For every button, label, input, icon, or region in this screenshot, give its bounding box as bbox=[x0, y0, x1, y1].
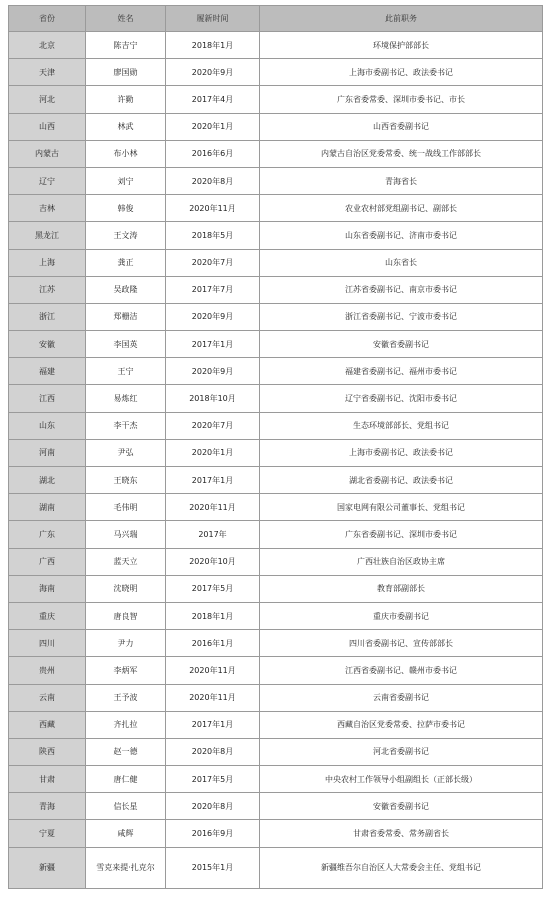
table-row bbox=[9, 249, 543, 276]
start-date-cell: 2020年1月 bbox=[166, 439, 260, 466]
table-row bbox=[9, 113, 543, 140]
province-cell: 广东 bbox=[9, 521, 86, 548]
header-province: 省份 bbox=[9, 6, 86, 32]
table-row bbox=[9, 630, 543, 657]
table-body bbox=[9, 32, 543, 889]
province-cell: 甘肃 bbox=[9, 766, 86, 793]
table-row bbox=[9, 276, 543, 303]
previous-post-cell: 辽宁省委副书记、沈阳市委书记 bbox=[260, 385, 543, 412]
name-cell: 王晓东 bbox=[86, 467, 166, 494]
name-cell: 齐扎拉 bbox=[86, 711, 166, 738]
table-row bbox=[9, 140, 543, 167]
name-cell: 王予波 bbox=[86, 684, 166, 711]
previous-post-cell: 云南省委副书记 bbox=[260, 684, 543, 711]
start-date-cell: 2020年11月 bbox=[166, 684, 260, 711]
name-cell: 韩俊 bbox=[86, 195, 166, 222]
table-row bbox=[9, 494, 543, 521]
start-date-cell: 2016年1月 bbox=[166, 630, 260, 657]
name-cell: 刘宁 bbox=[86, 167, 166, 194]
name-cell: 吴政隆 bbox=[86, 276, 166, 303]
start-date-cell: 2020年8月 bbox=[166, 738, 260, 765]
name-cell: 王文涛 bbox=[86, 222, 166, 249]
table-header bbox=[9, 6, 543, 32]
previous-post-cell: 内蒙古自治区党委常委、统一战线工作部部长 bbox=[260, 140, 543, 167]
header-start-date: 履新时间 bbox=[166, 6, 260, 32]
previous-post-cell: 中央农村工作领导小组副组长（正部长级） bbox=[260, 766, 543, 793]
province-cell: 河南 bbox=[9, 439, 86, 466]
name-cell: 廖国勋 bbox=[86, 59, 166, 86]
name-cell: 许勤 bbox=[86, 86, 166, 113]
start-date-cell: 2018年10月 bbox=[166, 385, 260, 412]
name-cell: 唐仁健 bbox=[86, 766, 166, 793]
table-row bbox=[9, 847, 543, 888]
start-date-cell: 2017年7月 bbox=[166, 276, 260, 303]
table-row bbox=[9, 167, 543, 194]
table-row bbox=[9, 766, 543, 793]
table-row bbox=[9, 412, 543, 439]
table-row bbox=[9, 521, 543, 548]
start-date-cell: 2015年1月 bbox=[166, 847, 260, 888]
start-date-cell: 2017年5月 bbox=[166, 575, 260, 602]
start-date-cell: 2020年7月 bbox=[166, 412, 260, 439]
name-cell: 郑栅洁 bbox=[86, 303, 166, 330]
start-date-cell: 2020年9月 bbox=[166, 303, 260, 330]
table-row bbox=[9, 86, 543, 113]
previous-post-cell: 山东省委副书记、济南市委书记 bbox=[260, 222, 543, 249]
name-cell: 马兴瑞 bbox=[86, 521, 166, 548]
province-cell: 江西 bbox=[9, 385, 86, 412]
name-cell: 唐良智 bbox=[86, 602, 166, 629]
table-row bbox=[9, 331, 543, 358]
previous-post-cell: 安徽省委副书记 bbox=[260, 331, 543, 358]
province-cell: 新疆 bbox=[9, 847, 86, 888]
province-cell: 山东 bbox=[9, 412, 86, 439]
previous-post-cell: 青海省长 bbox=[260, 167, 543, 194]
province-cell: 天津 bbox=[9, 59, 86, 86]
previous-post-cell: 西藏自治区党委常委、拉萨市委书记 bbox=[260, 711, 543, 738]
table-row bbox=[9, 602, 543, 629]
previous-post-cell: 上海市委副书记、政法委书记 bbox=[260, 59, 543, 86]
previous-post-cell: 江西省委副书记、赣州市委书记 bbox=[260, 657, 543, 684]
name-cell: 李国英 bbox=[86, 331, 166, 358]
table-row bbox=[9, 657, 543, 684]
province-cell: 宁夏 bbox=[9, 820, 86, 847]
start-date-cell: 2020年1月 bbox=[166, 113, 260, 140]
previous-post-cell: 安徽省委副书记 bbox=[260, 793, 543, 820]
previous-post-cell: 国家电网有限公司董事长、党组书记 bbox=[260, 494, 543, 521]
previous-post-cell: 湖北省委副书记、政法委书记 bbox=[260, 467, 543, 494]
table-row bbox=[9, 711, 543, 738]
start-date-cell: 2020年7月 bbox=[166, 249, 260, 276]
previous-post-cell: 环境保护部部长 bbox=[260, 32, 543, 59]
table-row bbox=[9, 548, 543, 575]
start-date-cell: 2020年8月 bbox=[166, 167, 260, 194]
previous-post-cell: 山西省委副书记 bbox=[260, 113, 543, 140]
name-cell: 布小林 bbox=[86, 140, 166, 167]
name-cell: 咸辉 bbox=[86, 820, 166, 847]
table-row bbox=[9, 575, 543, 602]
province-cell: 山西 bbox=[9, 113, 86, 140]
previous-post-cell: 江苏省委副书记、南京市委书记 bbox=[260, 276, 543, 303]
table-row bbox=[9, 684, 543, 711]
table-row bbox=[9, 303, 543, 330]
name-cell: 赵一德 bbox=[86, 738, 166, 765]
start-date-cell: 2020年9月 bbox=[166, 358, 260, 385]
name-cell: 陈吉宁 bbox=[86, 32, 166, 59]
start-date-cell: 2017年1月 bbox=[166, 331, 260, 358]
header-name: 姓名 bbox=[86, 6, 166, 32]
name-cell: 王宁 bbox=[86, 358, 166, 385]
start-date-cell: 2018年5月 bbox=[166, 222, 260, 249]
previous-post-cell: 新疆维吾尔自治区人大常委会主任、党组书记 bbox=[260, 847, 543, 888]
table-row bbox=[9, 738, 543, 765]
start-date-cell: 2020年10月 bbox=[166, 548, 260, 575]
name-cell: 雪克来提·扎克尔 bbox=[86, 847, 166, 888]
table-row bbox=[9, 793, 543, 820]
province-cell: 湖北 bbox=[9, 467, 86, 494]
province-cell: 安徽 bbox=[9, 331, 86, 358]
province-cell: 四川 bbox=[9, 630, 86, 657]
previous-post-cell: 四川省委副书记、宣传部部长 bbox=[260, 630, 543, 657]
start-date-cell: 2018年1月 bbox=[166, 32, 260, 59]
province-cell: 陕西 bbox=[9, 738, 86, 765]
previous-post-cell: 广西壮族自治区政协主席 bbox=[260, 548, 543, 575]
province-cell: 重庆 bbox=[9, 602, 86, 629]
previous-post-cell: 广东省委副书记、深圳市委书记 bbox=[260, 521, 543, 548]
province-cell: 福建 bbox=[9, 358, 86, 385]
name-cell: 林武 bbox=[86, 113, 166, 140]
start-date-cell: 2017年4月 bbox=[166, 86, 260, 113]
province-cell: 西藏 bbox=[9, 711, 86, 738]
name-cell: 毛伟明 bbox=[86, 494, 166, 521]
start-date-cell: 2017年1月 bbox=[166, 711, 260, 738]
start-date-cell: 2017年1月 bbox=[166, 467, 260, 494]
table-row bbox=[9, 439, 543, 466]
name-cell: 易炼红 bbox=[86, 385, 166, 412]
name-cell: 尹弘 bbox=[86, 439, 166, 466]
province-cell: 青海 bbox=[9, 793, 86, 820]
start-date-cell: 2020年11月 bbox=[166, 657, 260, 684]
province-cell: 黑龙江 bbox=[9, 222, 86, 249]
previous-post-cell: 上海市委副书记、政法委书记 bbox=[260, 439, 543, 466]
province-cell: 江苏 bbox=[9, 276, 86, 303]
province-cell: 贵州 bbox=[9, 657, 86, 684]
start-date-cell: 2016年9月 bbox=[166, 820, 260, 847]
start-date-cell: 2017年 bbox=[166, 521, 260, 548]
province-cell: 上海 bbox=[9, 249, 86, 276]
governors-table bbox=[8, 5, 543, 889]
start-date-cell: 2018年1月 bbox=[166, 602, 260, 629]
previous-post-cell: 教育部副部长 bbox=[260, 575, 543, 602]
governors-table-container bbox=[8, 5, 542, 889]
name-cell: 尹力 bbox=[86, 630, 166, 657]
name-cell: 信长星 bbox=[86, 793, 166, 820]
table-row bbox=[9, 385, 543, 412]
previous-post-cell: 浙江省委副书记、宁波市委书记 bbox=[260, 303, 543, 330]
table-row bbox=[9, 820, 543, 847]
previous-post-cell: 山东省长 bbox=[260, 249, 543, 276]
name-cell: 蓝天立 bbox=[86, 548, 166, 575]
previous-post-cell: 农业农村部党组副书记、副部长 bbox=[260, 195, 543, 222]
start-date-cell: 2020年11月 bbox=[166, 494, 260, 521]
start-date-cell: 2020年8月 bbox=[166, 793, 260, 820]
start-date-cell: 2017年5月 bbox=[166, 766, 260, 793]
province-cell: 辽宁 bbox=[9, 167, 86, 194]
start-date-cell: 2016年6月 bbox=[166, 140, 260, 167]
start-date-cell: 2020年9月 bbox=[166, 59, 260, 86]
previous-post-cell: 河北省委副书记 bbox=[260, 738, 543, 765]
province-cell: 内蒙古 bbox=[9, 140, 86, 167]
start-date-cell: 2020年11月 bbox=[166, 195, 260, 222]
header-row bbox=[9, 6, 543, 32]
name-cell: 李炳军 bbox=[86, 657, 166, 684]
header-previous-post: 此前职务 bbox=[260, 6, 543, 32]
previous-post-cell: 生态环境部部长、党组书记 bbox=[260, 412, 543, 439]
table-row bbox=[9, 358, 543, 385]
previous-post-cell: 重庆市委副书记 bbox=[260, 602, 543, 629]
previous-post-cell: 广东省委常委、深圳市委书记、市长 bbox=[260, 86, 543, 113]
name-cell: 沈晓明 bbox=[86, 575, 166, 602]
previous-post-cell: 福建省委副书记、福州市委书记 bbox=[260, 358, 543, 385]
table-row bbox=[9, 32, 543, 59]
province-cell: 湖南 bbox=[9, 494, 86, 521]
name-cell: 李干杰 bbox=[86, 412, 166, 439]
table-row bbox=[9, 222, 543, 249]
province-cell: 浙江 bbox=[9, 303, 86, 330]
province-cell: 云南 bbox=[9, 684, 86, 711]
province-cell: 广西 bbox=[9, 548, 86, 575]
province-cell: 吉林 bbox=[9, 195, 86, 222]
table-row bbox=[9, 195, 543, 222]
name-cell: 龚正 bbox=[86, 249, 166, 276]
province-cell: 河北 bbox=[9, 86, 86, 113]
province-cell: 海南 bbox=[9, 575, 86, 602]
table-row bbox=[9, 59, 543, 86]
previous-post-cell: 甘肃省委常委、常务副省长 bbox=[260, 820, 543, 847]
table-row bbox=[9, 467, 543, 494]
province-cell: 北京 bbox=[9, 32, 86, 59]
